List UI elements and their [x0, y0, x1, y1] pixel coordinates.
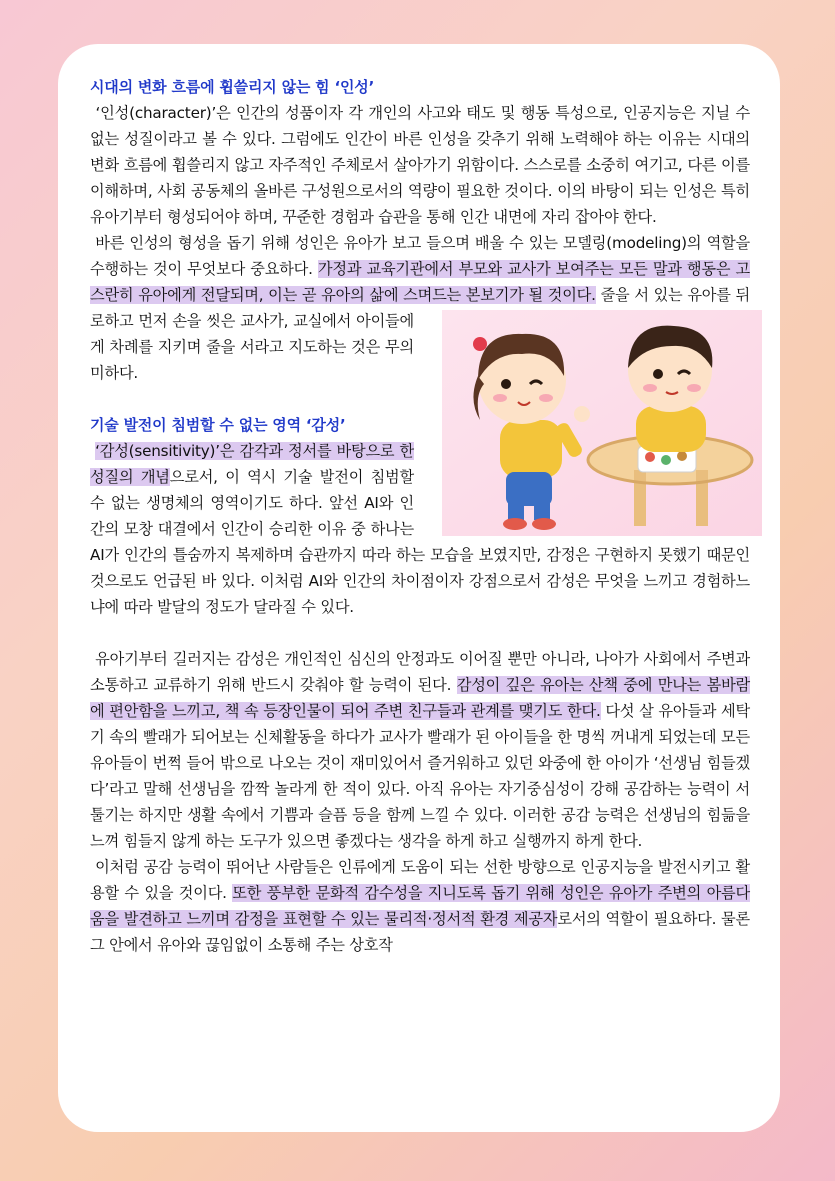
- section1-p1-text: ‘인성(character)’은 인간의 성품이자 각 개인의 사고와 태도 및 행동 특성으로, 인공지능은 지닐 수 없는 성질이라고 볼 수 있다. 그럼에도 인간이 바른 인성을 갖추기 위해 노력해야 하는 이유는 시대의 변화 흐름에 휩쓸리지 않고 자주적인 주체로서 살아가기 위함이다. 스스로를 소중히 여기고, 다른 이를 이해하며, 사회 공동체의 올바른 구성원으로서의 역량이 필요한 것이다. 이의 바탕이 되는 인성은 특히 유아기부터 형성되어야 하며, 꾸준한 경험과 습관을 통해 인간 내면에 자리 잡아야 한다.: [90, 104, 751, 226]
- section2-p2-text-b: 다섯 살 유아들과 세탁기 속의 빨래가 되어보는 신체활동을 하다가 교사가 빨래가 된 아이들을 한 명씩 꺼내게 되었는데 모든 유아들이 번쩍 들어 밖으로 나오는 것이 재미있어서 즐거워하고 있던 와중에 한 아이가 ‘선생님 힘들겠다’라고 말해 선생님을 깜짝 놀라게 한 적이 있다. 아직 유아는 자기중심성이 강해 공감하는 능력이 서툴기는 하지만 생활 속에서 기쁨과 슬픔 등을 함께 느낄 수 있다. 이러한 공감 능력은 선생님의 힘듦을 느껴 힘들지 않게 하는 도구가 있으면 좋겠다는 생각을 하게 하고 실행까지 하게 한다.: [90, 702, 750, 850]
- article-content: [90, 74, 750, 958]
- section2-p3-text-b: 로서의 역할이 필요하다. 물론 그 안에서 유아와 끊임없이 소통해 주는 상호작: [90, 910, 750, 954]
- boy-figure: [628, 326, 712, 452]
- section1-p2-text-a: 바른 인성의 형성을 돕기 위해 성인은 유아가 보고 들으며 배울 수 있는 모델링(modeling)의 역할을 수행하는 것이 무엇보다 중요하다.: [90, 234, 750, 278]
- section1-heading: 시대의 변화 흐름에 휩쓸리지 않는 힘 ‘인성’: [90, 78, 375, 96]
- section2-paragraph-2: [90, 646, 750, 854]
- section2-p3-text-a: 이처럼 공감 능력이 뛰어난 사람들은 인류에게 도움이 되는 선한 방향으로 인공지능을 발전시키고 활용할 수 있을 것이다.: [90, 858, 750, 902]
- children-eating-illustration: [422, 310, 762, 536]
- section2-p1-highlight: ‘감성(sensitivity)’은 감각과 정서를 바탕으로 한 성질의 개념: [90, 442, 414, 486]
- section2-p2-text-a: 유아기부터 길러지는 감성은 개인적인 심신의 안정과도 이어질 뿐만 아니라, 나아가 사회에서 주변과 소통하고 교류하기 위해 반드시 갖춰야 할 능력이 된다.: [90, 650, 750, 694]
- section1-p2-highlight: 가정과 교육기관에서 부모와 교사가 보여주는 모든 말과 행동은 고스란히 유아에게 전달되며, 이는 곧 유아의 삶에 스며드는 본보기가 될 것이다.: [90, 260, 750, 304]
- section1-paragraph-1: [90, 100, 750, 230]
- section2-p1-text: 으로서, 이 역시 기술 발전이 침범할 수 없는 생명체의 영역이기도 하다. 앞선 AI와 인간의 모창 대결에서 인간이 승리한 이유 중 하나는 AI가 인간의 틀숨까지 복제하며 습관까지 따라 하는 모습을 보였지만, 감정은 구현하지 못했기 때문인 것으로도 언급된 바 있다. 이처럼 AI와 인간의 차이점이자 강점으로서 감성은 무엇을 느끼고 경험하느냐에 따라 발달의 정도가 달라질 수 있다.: [90, 468, 750, 616]
- spacer: [90, 620, 750, 646]
- section2-p3-highlight: 또한 풍부한 문화적 감수성을 지니도록 돕기 위해 성인은 유아가 주변의 아름다움을 발견하고 느끼며 감정을 표현할 수 있는 물리적·정서적 환경 제공자: [90, 884, 750, 928]
- section2-heading: 기술 발전이 침범할 수 없는 영역 ‘감성’: [90, 416, 346, 434]
- section1-p2-text-b: 줄을 서 있는 유아를 뒤로하고 먼저 손을 씻은 교사가, 교실에서 아이들에게 차례를 지키며 줄을 서라고 지도하는 것은 무의미하다.: [90, 286, 750, 382]
- section2-paragraph-3: [90, 854, 750, 958]
- section2-p2-highlight: 감성이 깊은 유아는 산책 중에 만나는 봄바람에 편안함을 느끼고, 책 속 등장인물이 되어 주변 친구들과 관계를 맺기도 한다.: [90, 676, 751, 720]
- section1-paragraph-2: [90, 230, 750, 386]
